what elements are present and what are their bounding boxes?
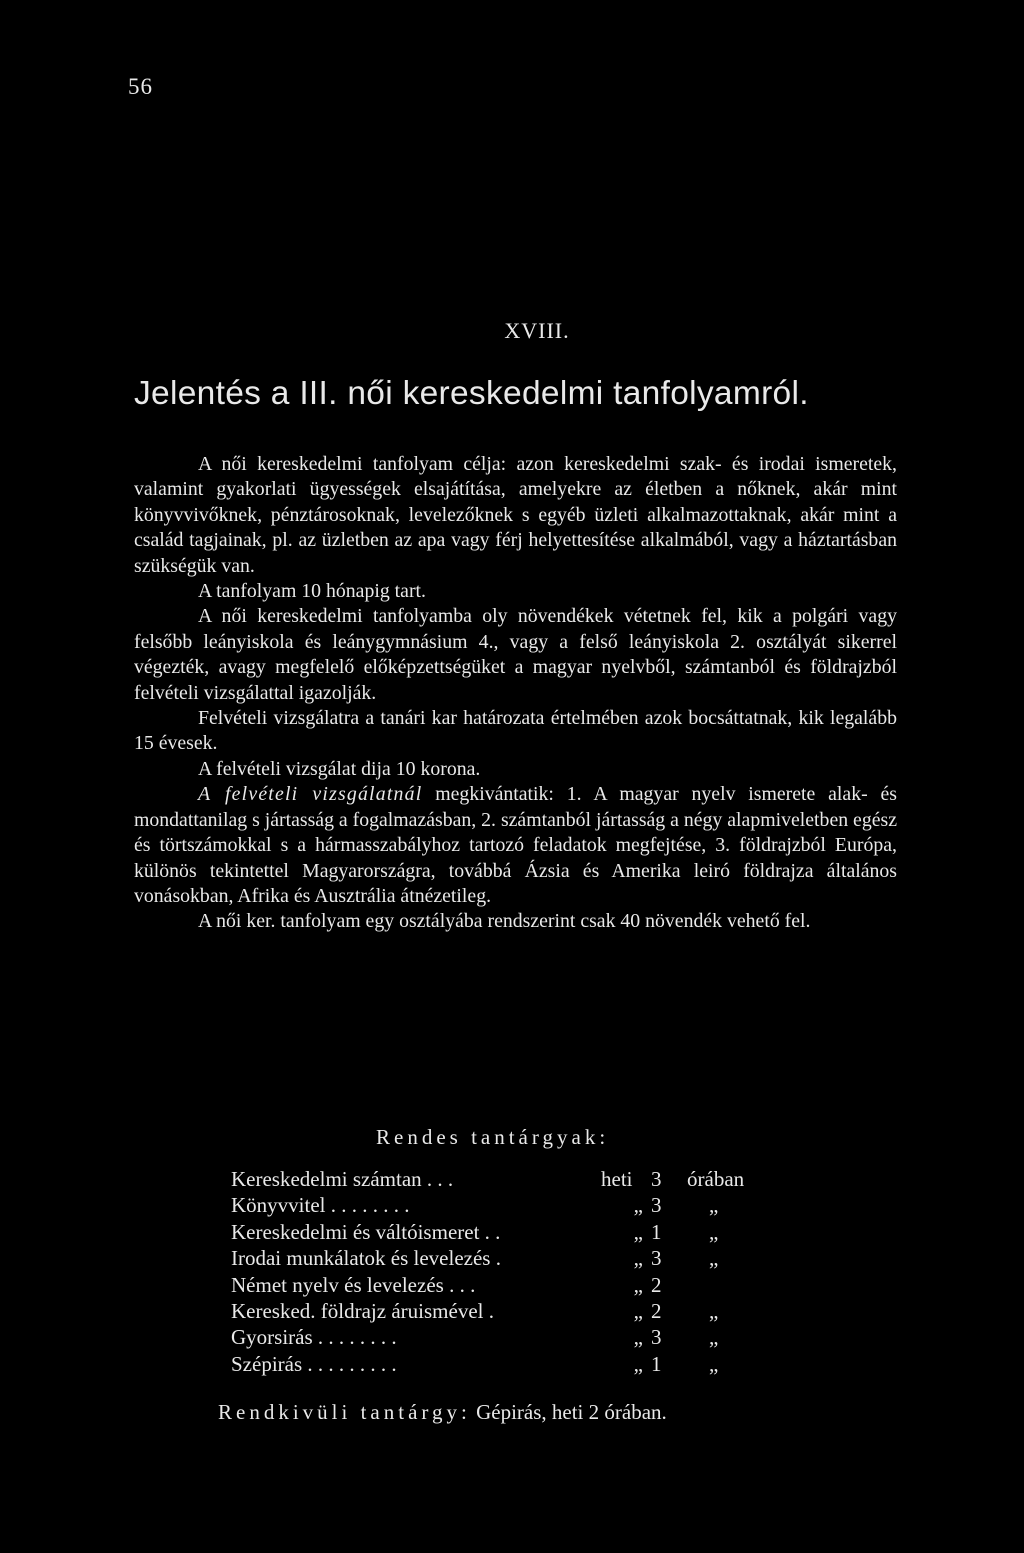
subject-name: Gyorsirás . . . . . . . . <box>231 1325 397 1350</box>
subject-per: „ <box>633 1246 643 1271</box>
subject-unit: „ <box>709 1193 719 1218</box>
subject-name: Keresked. földrajz áruismével . <box>231 1298 494 1323</box>
subject-unit <box>687 1272 829 1298</box>
exam-lead: A felvételi vizsgálatnál <box>198 783 423 806</box>
report-title: Jelentés a III. női kereskedelmi tanfolyamról. <box>134 375 809 412</box>
subject-unit: órában <box>687 1167 745 1191</box>
subject-row <box>231 1324 829 1350</box>
subject-row <box>231 1245 829 1271</box>
subject-hours: 1 <box>651 1219 662 1244</box>
subject-per: „ <box>633 1193 643 1218</box>
subject-row <box>231 1166 829 1192</box>
paragraph-duration: A tanfolyam 10 hónapig tart. <box>198 580 426 603</box>
paragraph-class-size: A női ker. tanfolyam egy osztályába rendszerint csak 40 növendék vehető fel. <box>198 910 811 933</box>
subject-hours: 2 <box>651 1272 662 1297</box>
subject-row <box>231 1219 829 1245</box>
subject-hours: 3 <box>651 1325 662 1350</box>
subject-row <box>231 1351 829 1377</box>
subject-row <box>231 1298 829 1324</box>
paragraph-fee: A felvételi vizsgálat dija 10 korona. <box>198 757 481 780</box>
extra-subject-label: Rendkivüli tantárgy: <box>218 1400 471 1424</box>
subject-hours: 2 <box>651 1298 662 1323</box>
body-text <box>134 452 897 935</box>
subject-per: „ <box>633 1351 643 1376</box>
extra-subject <box>218 1400 667 1425</box>
subject-unit: „ <box>709 1298 719 1323</box>
paragraph-age: Felvételi vizsgálatra a tanári kar határozata értelmében azok bocsáttatnak, kik legalább 15 évesek. <box>134 707 897 755</box>
subject-per: „ <box>633 1298 643 1323</box>
extra-subject-value: Gépirás, heti 2 órában. <box>470 1400 667 1424</box>
subject-unit: „ <box>709 1219 719 1244</box>
subject-unit: „ <box>709 1246 719 1271</box>
subject-name: Kereskedelmi számtan . . . <box>231 1167 454 1191</box>
subject-per: „ <box>633 1219 643 1244</box>
subject-name: Német nyelv és levelezés . . . <box>231 1272 476 1297</box>
subject-row <box>231 1272 829 1298</box>
subject-name: Könyvvitel . . . . . . . . <box>231 1193 410 1218</box>
paragraph-exam-requirements <box>134 782 897 909</box>
subjects-heading: Rendes tantárgyak: <box>376 1125 610 1149</box>
subject-unit: „ <box>709 1325 719 1350</box>
subject-per: heti <box>601 1167 633 1191</box>
subject-name: Szépirás . . . . . . . . . <box>231 1351 397 1376</box>
subject-name: Irodai munkálatok és levelezés . <box>231 1246 501 1271</box>
subject-unit: „ <box>709 1351 719 1376</box>
subject-per: „ <box>633 1325 643 1350</box>
subject-name: Kereskedelmi és váltóismeret . . <box>231 1219 501 1244</box>
exam-requirements-text: megkivántatik: 1. A magyar nyelv ismerete alak- és mondattanilag s jártasság a fogalmazásban, 2. számtanból jártasság a négy alapmiveletben egész és törtszámokkal s a hármasszabályhoz tartozó feladatok megfejtése, 3. földrajzból Európa, különös tekintettel Magyarországra, továbbá Ázsia és Amerika leiró földrajza általános vonásokban, Afrika és Ausztrália átnézetileg. <box>134 783 897 907</box>
chapter-number: XVIII. <box>504 318 570 343</box>
subjects-list <box>231 1166 829 1377</box>
subject-row <box>231 1192 829 1218</box>
page-number: 56 <box>128 74 153 99</box>
subject-hours: 3 <box>651 1193 662 1218</box>
subject-hours: 3 <box>651 1246 662 1271</box>
subject-per: „ <box>633 1272 643 1297</box>
paragraph-admission: A női kereskedelmi tanfolyamba oly növendékek vétetnek fel, kik a polgári vagy felsőbb leányiskola és leánygymnásium 4., vagy a felső leányiskola 2. osztályát sikerrel végezték, avagy megfelelő előképzettségüket a magyar nyelvből, számtanból és földrajzból felvételi vizsgálattal igazolják. <box>134 605 897 704</box>
subject-hours: 3 <box>651 1167 662 1191</box>
paragraph-purpose: A női kereskedelmi tanfolyam célja: azon kereskedelmi szak- és irodai ismeretek, valamint gyakorlati ügyességek elsajátítása, amelyekre az életben a nőknek, akár mint könyvvivőknek, pénztárosoknak, levelezőknek s egyéb üzleti alkalmazottaknak, akár mint a család tagjainak, pl. az üzletben az apa vagy férj helyettesítése alkalmából, vagy a háztartásban szükségük van. <box>134 453 897 577</box>
subject-hours: 1 <box>651 1351 662 1376</box>
